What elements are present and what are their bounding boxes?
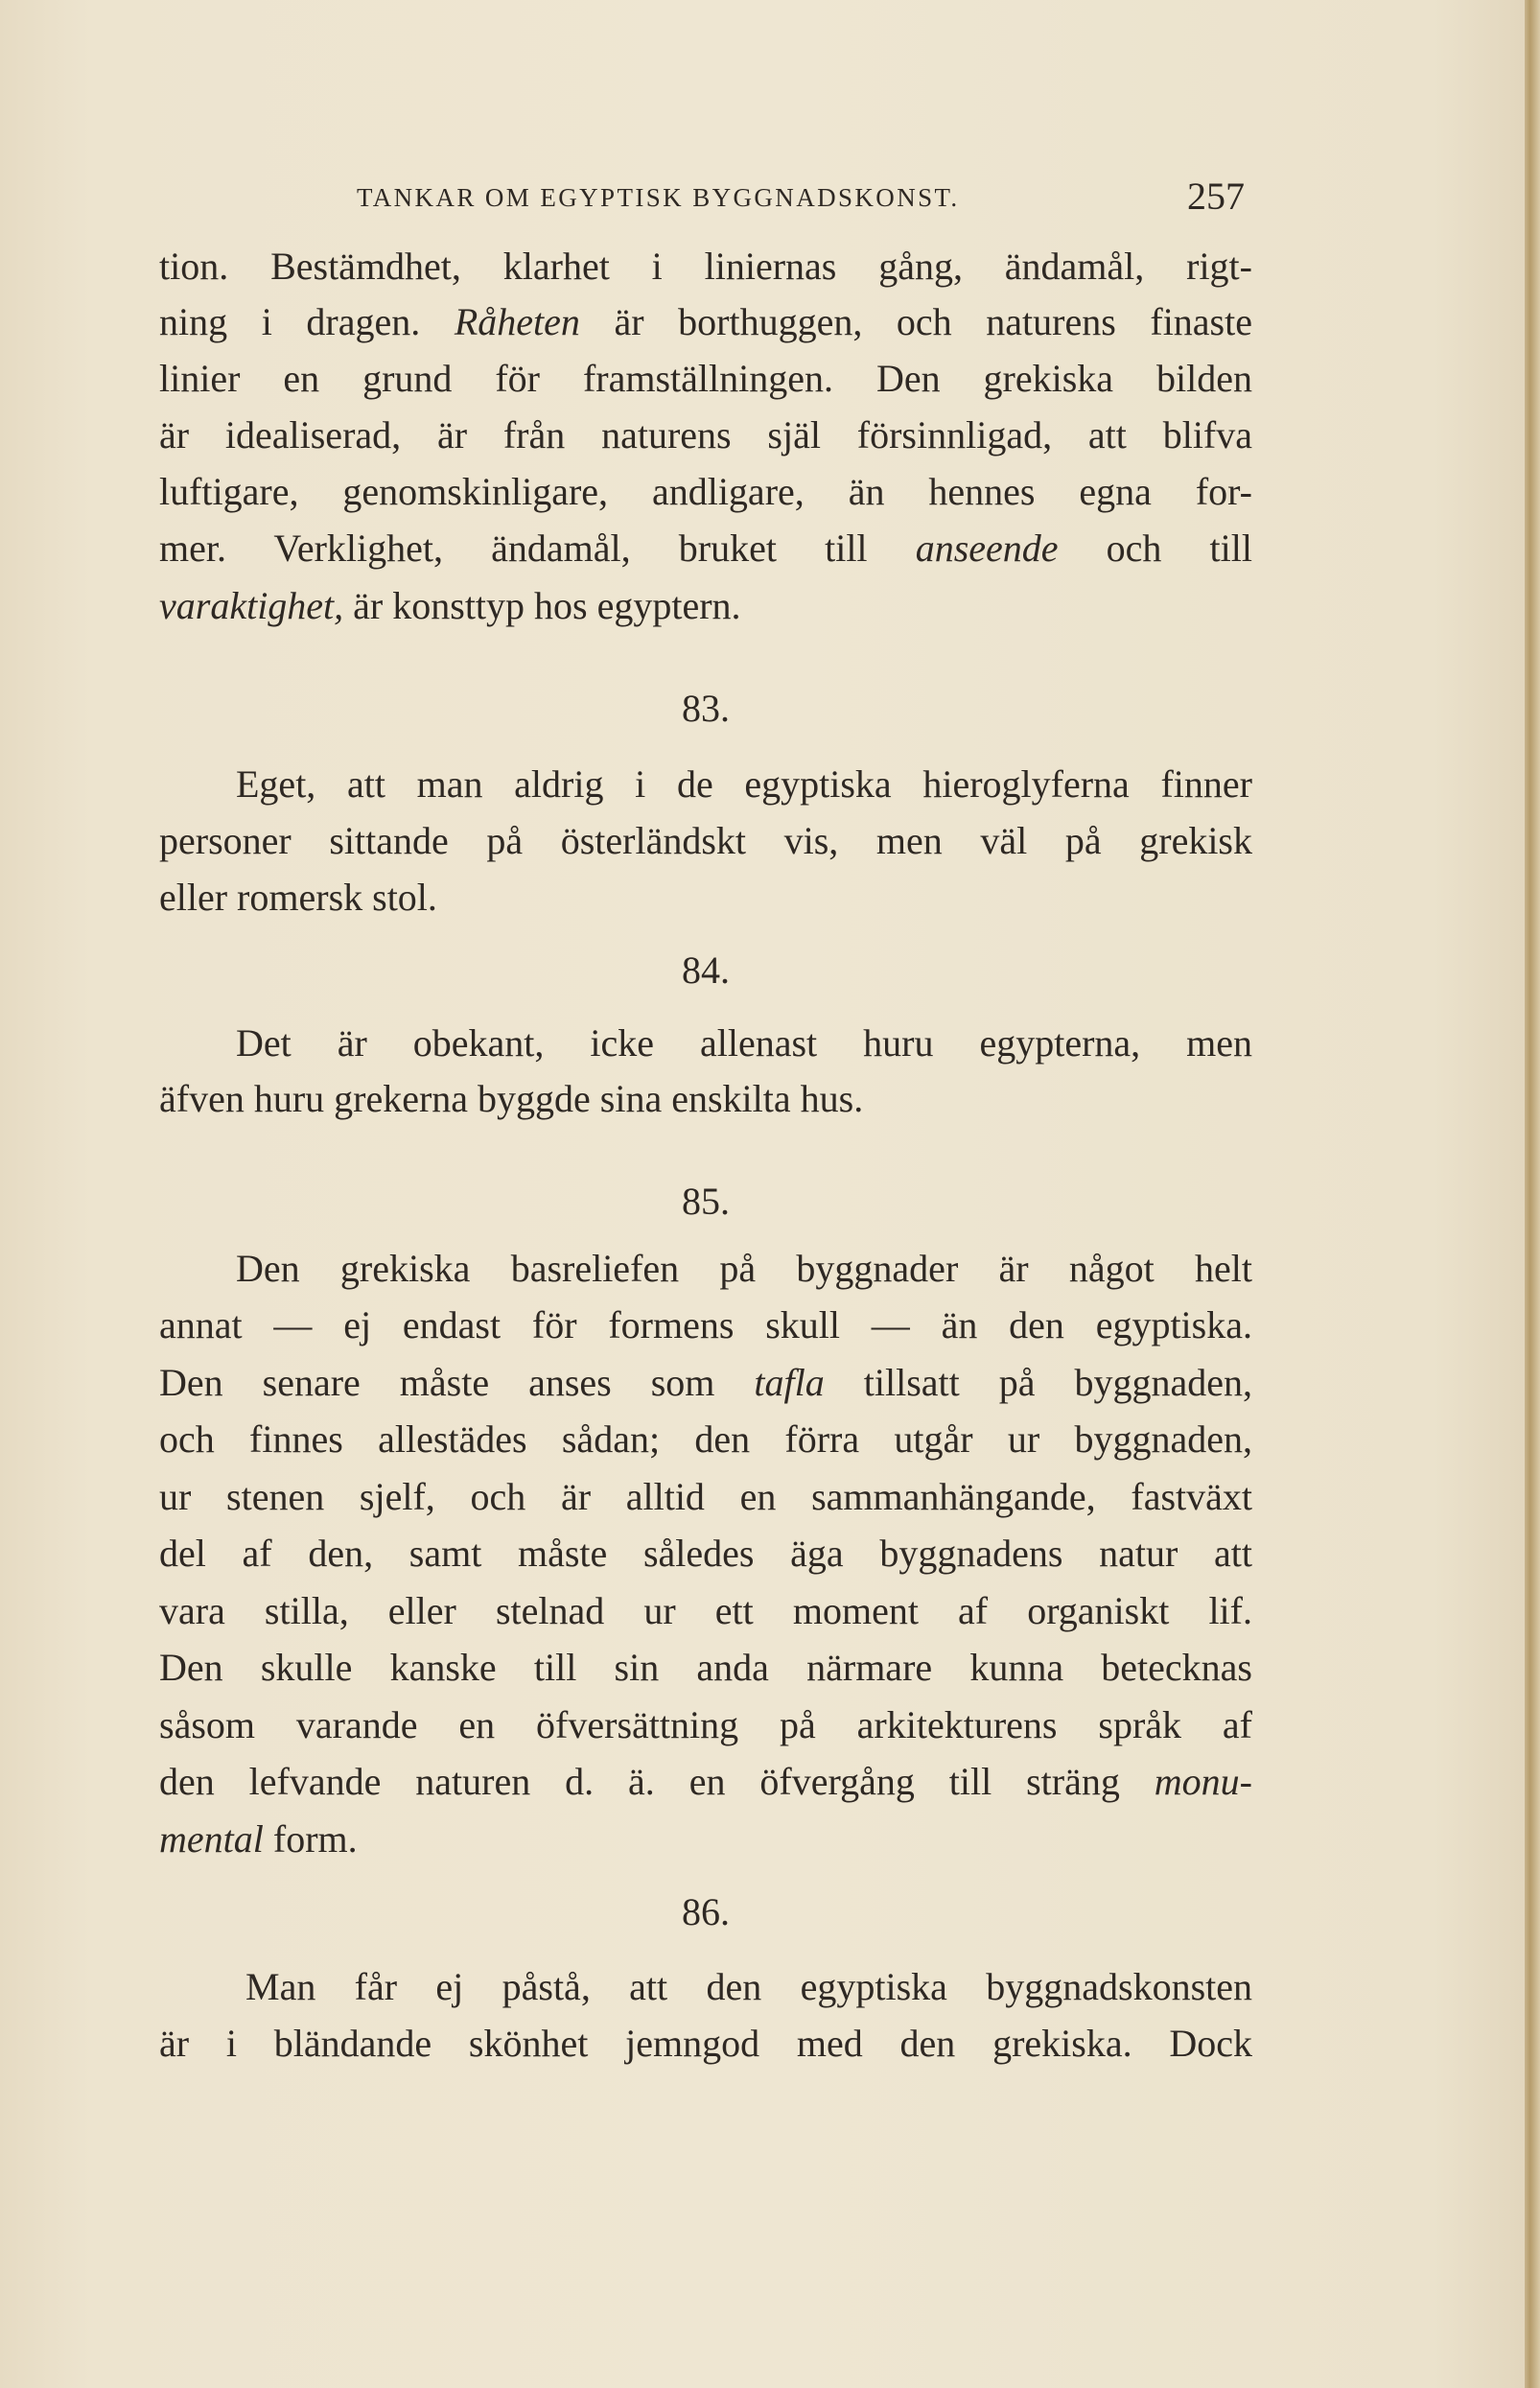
emphasis: varaktighet, xyxy=(159,584,344,627)
section-number: 84. xyxy=(682,948,730,992)
text-line: varaktighet, är konsttyp hos egyptern. xyxy=(159,584,741,627)
text-line: Man får ej påstå, att den egyptiska byggnadskonsten xyxy=(245,1965,1252,2008)
text-line: Eget, att man aldrig i de egyptiska hieroglyferna finner xyxy=(236,762,1252,806)
text-line: annat — ej endast för formens skull — än den egyptiska. xyxy=(159,1303,1252,1346)
emphasis: tafla xyxy=(754,1361,825,1404)
text-line: och finnes allestädes sådan; den förra utgår ur byggnaden, xyxy=(159,1417,1252,1461)
text-line: tion. Bestämdhet, klarhet i liniernas gång, ändamål, rigt- xyxy=(159,245,1252,288)
text-line: linier en grund för framställningen. Den grekiska bilden xyxy=(159,357,1252,400)
section-number: 86. xyxy=(682,1890,730,1933)
text-line: personer sittande på österländskt vis, men väl på grekisk xyxy=(159,819,1252,862)
text-line: mental form. xyxy=(159,1817,358,1861)
page-header xyxy=(159,174,1252,231)
text-line: ning i dragen. Råheten är borthuggen, och naturens finaste xyxy=(159,300,1252,343)
emphasis: monu- xyxy=(1154,1760,1253,1803)
text-line: eller romersk stol. xyxy=(159,876,437,919)
text-line: Den skulle kanske till sin anda närmare kunna betecknas xyxy=(159,1646,1252,1689)
emphasis: Råheten xyxy=(454,300,580,343)
page-number: 257 xyxy=(1187,175,1245,218)
text-line: Den senare måste anses som tafla tillsatt på byggnaden, xyxy=(159,1361,1253,1404)
page-edge xyxy=(1525,0,1540,2388)
text-line: är i bländande skönhet jemngod med den grekiska. Dock xyxy=(159,2022,1252,2065)
text-line: del af den, samt måste således äga byggnadens natur att xyxy=(159,1532,1252,1575)
running-title: TANKAR OM EGYPTISK BYGGNADSKONST. xyxy=(357,183,960,212)
text-line: ur stenen sjelf, och är alltid en sammanhängande, fastväxt xyxy=(159,1475,1252,1518)
text-line: Det är obekant, icke allenast huru egypterna, men xyxy=(236,1021,1252,1065)
emphasis: mental xyxy=(159,1817,264,1861)
text-line: såsom varande en öfversättning på arkitekturens språk af xyxy=(159,1703,1252,1746)
section-number: 83. xyxy=(682,687,730,730)
emphasis: anseende xyxy=(915,527,1059,570)
text-line: luftigare, genomskinligare, andligare, än hennes egna for- xyxy=(159,470,1252,513)
text-line: äfven huru grekerna byggde sina enskilta hus. xyxy=(159,1077,864,1120)
text-line: den lefvande naturen d. ä. en öfvergång till sträng monu- xyxy=(159,1760,1253,1803)
text-line: vara stilla, eller stelnad ur ett moment af organiskt lif. xyxy=(159,1589,1252,1632)
text-line: är idealiserad, är från naturens själ försinnligad, att blifva xyxy=(159,413,1252,457)
text-line: mer. Verklighet, ändamål, bruket till anseende och till xyxy=(159,527,1252,570)
text-line: Den grekiska basreliefen på byggnader är något helt xyxy=(236,1247,1252,1290)
section-number: 85. xyxy=(682,1180,730,1223)
